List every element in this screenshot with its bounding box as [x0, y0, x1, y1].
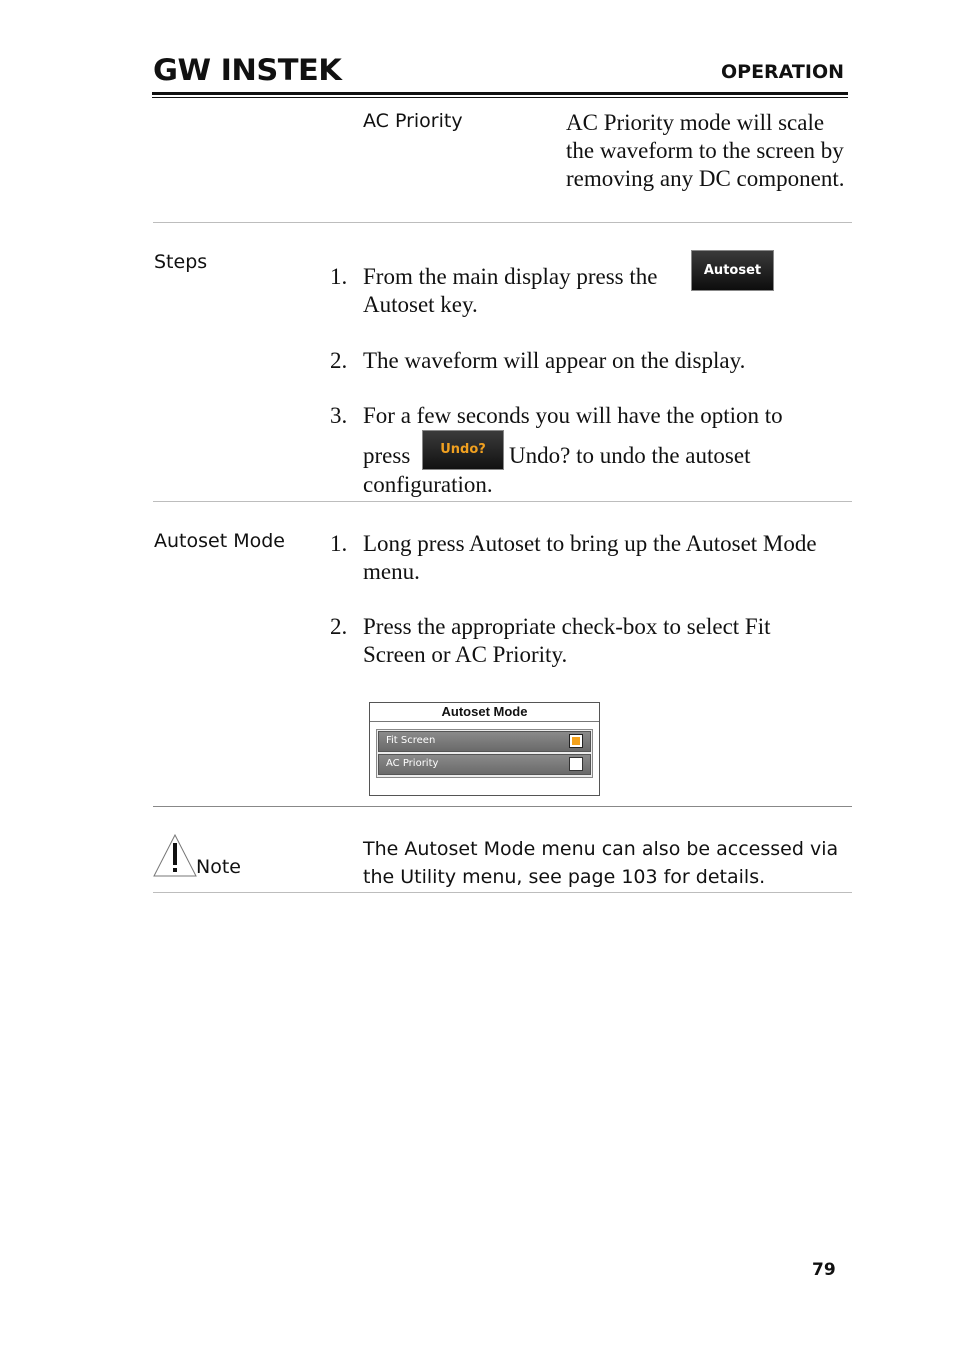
ac-priority-label: AC Priority — [386, 758, 439, 769]
autoset-mode-label: Autoset Mode — [154, 530, 285, 552]
warning-icon — [153, 833, 197, 877]
autoset-mode-menu-title: Autoset Mode — [370, 703, 599, 722]
page-number: 79 — [812, 1260, 836, 1280]
divider — [153, 806, 852, 807]
step-2-text: The waveform will appear on the display. — [363, 348, 746, 373]
mode-step-2-number: 2. — [330, 614, 348, 639]
step-2-number: 2. — [330, 348, 348, 373]
step-1-text-cont: Autoset key. — [363, 292, 478, 317]
step-3-text-cont: Undo? to undo the autoset — [509, 443, 751, 468]
step-3-press: press — [363, 443, 411, 468]
ac-priority-option[interactable] — [378, 754, 591, 775]
mode-step-2-text: Press the appropriate check-box to select Fit Screen or AC Priority. — [363, 614, 771, 667]
autoset-key-button[interactable]: Autoset — [691, 250, 774, 291]
step-3-text: For a few seconds you will have the option to — [363, 403, 783, 428]
step-3-text-end: configuration. — [363, 472, 493, 497]
step-3-number: 3. — [330, 403, 348, 428]
undo-key-button[interactable]: Undo? — [422, 430, 504, 470]
step-1-text: From the main display press the — [363, 264, 658, 289]
note-label: Note — [196, 856, 241, 878]
section-title: OPERATION — [721, 61, 844, 83]
fit-screen-option[interactable] — [378, 731, 591, 752]
mode-step-1-number: 1. — [330, 531, 348, 556]
mode-step-1-text: Long press Autoset to bring up the Autoset Mode menu. — [363, 531, 817, 584]
fit-screen-label: Fit Screen — [386, 735, 436, 746]
autoset-mode-menu — [369, 702, 600, 796]
ac-priority-description: AC Priority mode will scale the waveform to the screen by removing any DC component. — [566, 110, 845, 191]
note-text: The Autoset Mode menu can also be accessed via the Utility menu, see page 103 for details. — [363, 838, 839, 888]
step-1-number: 1. — [330, 264, 348, 289]
gw-instek-logo: GW INSTEK — [153, 53, 342, 87]
steps-label: Steps — [154, 251, 208, 273]
divider — [153, 501, 852, 502]
header-rule-thin — [152, 97, 848, 98]
divider — [153, 892, 852, 893]
autoset-mode-options — [376, 729, 593, 778]
ac-priority-checkbox[interactable] — [569, 757, 583, 771]
header-rule — [152, 92, 848, 95]
divider — [153, 222, 852, 223]
ac-priority-term: AC Priority — [363, 110, 463, 132]
fit-screen-checkbox[interactable] — [569, 734, 583, 748]
